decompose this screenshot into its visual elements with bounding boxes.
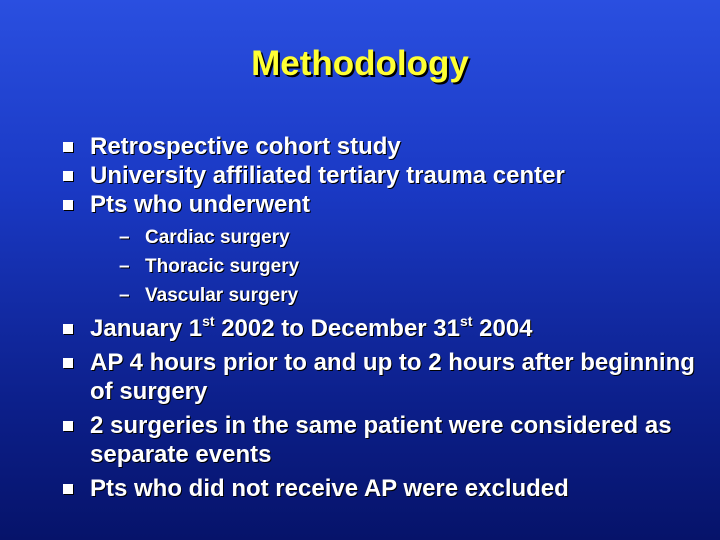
bullet-text: 2 surgeries in the same patient were considered as separate events [90,412,672,468]
sub-bullet-text: Cardiac surgery [145,227,290,248]
sub-bullet-text: Vascular surgery [145,285,299,306]
sub-bullet-text: Thoracic surgery [145,256,300,277]
bullet-text: University affiliated tertiary trauma center [90,162,565,189]
square-bullet-icon [63,171,73,181]
slide-title: Methodology [251,44,469,83]
bullet-text: Retrospective cohort study [90,133,401,160]
bullet-item [62,161,702,190]
date-middle: 2002 to December 31 [214,315,461,342]
bullet-text: AP 4 hours prior to and up to 2 hours after beginning of surgery [90,349,695,405]
square-bullet-icon [63,142,73,152]
sub-bullet-list [62,223,702,310]
bullet-item [62,474,702,503]
ordinal-suffix: st [202,313,215,329]
square-bullet-icon [63,200,73,210]
square-bullet-icon [63,324,73,334]
dash-marker: – [119,285,130,306]
sub-bullet-item [119,281,702,310]
sub-bullet-item [119,223,702,252]
bullet-item [62,411,702,469]
square-bullet-icon [63,484,73,494]
bullet-item-dates [62,314,702,343]
bullet-item [62,348,702,406]
bullet-item [62,190,702,219]
bullet-item [62,132,702,161]
ordinal-suffix: st [460,313,473,329]
dash-marker: – [119,227,130,248]
date-suffix: 2004 [472,315,533,342]
date-prefix: January 1 [90,315,203,342]
square-bullet-icon [63,421,73,431]
sub-bullet-item [119,252,702,281]
square-bullet-icon [63,358,73,368]
bullet-text: Pts who underwent [90,191,311,218]
bullet-text: Pts who did not receive AP were excluded [90,475,569,502]
dash-marker: – [119,256,130,277]
bullet-list [62,132,702,503]
